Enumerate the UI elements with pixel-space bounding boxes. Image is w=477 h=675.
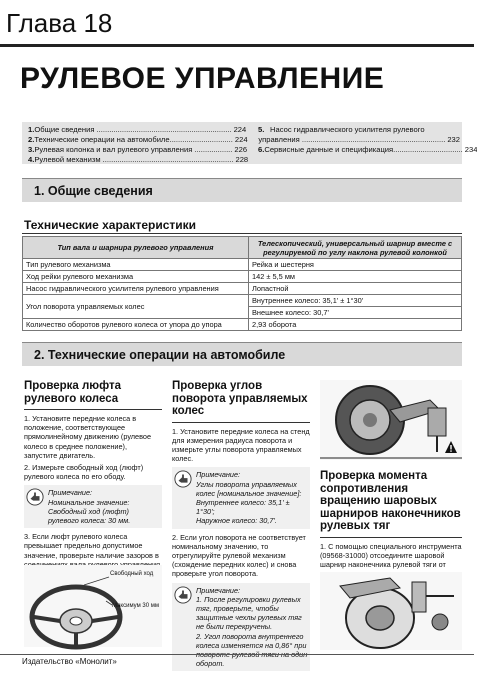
specs-table xyxy=(22,236,462,331)
toc-item[interactable]: 3. Рулевая колонка и вал рулевого управления .................. 226 xyxy=(28,145,248,154)
column-ball-joint xyxy=(320,470,462,581)
column-steering-play xyxy=(24,380,162,581)
hand-pointer-icon xyxy=(174,470,192,488)
table-cell: Лопастной xyxy=(249,283,462,295)
toc-item[interactable]: 1. Общие сведения ................................................................ 224 xyxy=(28,125,247,134)
table-cell: Внутреннее колесо: 35,1' ± 1°30' xyxy=(249,295,462,307)
table-cell: Насос гидравлического усилителя рулевого управления xyxy=(23,283,249,295)
toc-item[interactable]: 2. Технические операции на автомобиле.............................. 224 xyxy=(28,135,248,144)
toc-item[interactable]: 4. Рулевой механизм .............................................................. 228 xyxy=(28,155,249,164)
section-general xyxy=(22,178,462,202)
wheel-angles-heading: Проверка углов поворота управляемых колес xyxy=(172,380,308,417)
page-title: РУЛЕВОЕ УПРАВЛЕНИЕ xyxy=(20,62,385,95)
steering-knuckle-icon xyxy=(320,572,462,650)
paragraph: 1. Установите передние колеса в положение, соответствующее прямолинейному движению (рулевое колесо в среднее положение), запустите двигатель. xyxy=(24,414,152,460)
heading-rule xyxy=(320,537,462,538)
paragraph: 2. Если угол поворота не соответствует номинальному значению, то отрегулируйте рулевой механизм (схождение передних колес) и снова проверьте угол поворота. xyxy=(172,532,306,579)
table-row xyxy=(23,259,462,271)
section-general-title: 1. Общие сведения xyxy=(34,184,153,198)
chapter-header xyxy=(0,0,474,44)
paragraph: 1. Установите передние колеса на стенд для измерения радиуса поворота и измерьте углы поворота управляемых колес. xyxy=(172,426,310,464)
ball-joint-figure xyxy=(320,380,462,460)
section-operations xyxy=(22,342,462,366)
note-text: 1. После регулировки рулевых тяг, проверьте, чтобы защитные чехлы рулевых тяг не были перекручены. xyxy=(196,594,302,632)
table-cell: Количество оборотов рулевого колеса от упора до упора xyxy=(23,319,249,331)
publisher: Издательство «Монолит» xyxy=(22,657,117,666)
note-text: Углы поворота управляемых колес [номинальное значение]: xyxy=(196,479,302,498)
knuckle-figure xyxy=(320,572,462,650)
ball-joint-heading: Проверка момента сопротивления вращению шаровых шарниров наконечников рулевых тяг xyxy=(320,470,461,532)
steering-wheel-figure xyxy=(24,565,162,647)
table-row xyxy=(23,283,462,295)
page-footer xyxy=(0,654,474,670)
table-cell: 2,93 оборота xyxy=(249,319,462,331)
toc-item[interactable]: 6. Сервисные данные и спецификация................................. 234 xyxy=(258,145,477,154)
paragraph: 3. Если люфт рулевого колеса превышает предельно допустимое значение, проверьте наличие зазоров в xyxy=(24,532,159,560)
section-operations-title: 2. Технические операции на автомобиле xyxy=(34,348,286,362)
table-row xyxy=(23,319,462,331)
note-box xyxy=(172,467,310,528)
figure-label: Максимум 30 мм xyxy=(112,603,159,609)
paragraph: 1. С помощью специального инструмента (09568-31000) отсоедините шаровой шарнир наконечника рулевой тяги от xyxy=(320,541,462,569)
note-text: Внутреннее колесо: 35,1' ± 1°30'; xyxy=(196,497,290,517)
column-wheel-angles xyxy=(172,380,310,675)
table-cell: Внешнее колесо: 30,7' xyxy=(249,307,462,319)
steering-play-heading: Проверка люфта рулевого колеса xyxy=(24,380,122,405)
paragraph: 2. Измерьте свободный ход (люфт) рулевого колеса по его ободу. xyxy=(24,463,144,482)
toc-item[interactable]: 5. Насос гидравлического усилителя рулевого xyxy=(258,125,425,134)
chapter-rule xyxy=(0,44,474,47)
note-title: Примечание: xyxy=(48,488,93,498)
specs-heading: Технические характеристики xyxy=(24,218,197,232)
table-cell: Угол поворота управляемых колес xyxy=(23,295,249,319)
chapter-label: Глава 18 xyxy=(6,8,113,38)
table-cell: Ход рейки рулевого механизма xyxy=(23,271,249,283)
hand-pointer-icon xyxy=(174,586,192,604)
table-row xyxy=(23,271,462,283)
note-box xyxy=(24,485,162,528)
note-text: 2. Угол поворота внутреннего колеса изменяется на 0,86° при повороте рулевой тяги на один оборот. xyxy=(196,631,308,669)
specs-rule xyxy=(22,233,462,234)
table-header-row xyxy=(23,237,462,259)
wheel-tool-icon xyxy=(320,380,462,460)
table-header-cell: Телескопический, универсальный шарнир вместе с регулируемой по углу наклона рулевой колонкой xyxy=(249,237,462,259)
note-text: Свободный ход (люфт) рулевого колеса: 30 мм. xyxy=(48,506,131,526)
note-title: Примечание: xyxy=(196,470,241,480)
figure-label: Свободный ход xyxy=(110,571,154,577)
table-of-contents xyxy=(22,122,477,164)
heading-rule xyxy=(24,409,162,410)
toc-column-right xyxy=(258,125,477,155)
table-cell: 142 ± 5,5 мм xyxy=(249,271,462,283)
hand-pointer-icon xyxy=(26,488,44,506)
warning-badge-icon xyxy=(444,440,458,454)
table-header-cell: Тип вала и шарнира рулевого управления xyxy=(23,237,249,259)
table-cell: Тип рулевого механизма xyxy=(23,259,249,271)
note-text: Номинальное значение: xyxy=(48,497,130,507)
heading-rule xyxy=(172,422,310,423)
toc-column-left xyxy=(28,125,249,165)
table-cell: Рейка и шестерня xyxy=(249,259,462,271)
note-title: Примечание: xyxy=(196,585,241,595)
note-text: Наружное колесо: 30,7'. xyxy=(196,516,277,526)
toc-item[interactable]: управления .................................................................... 232 xyxy=(258,135,460,144)
table-row xyxy=(23,295,462,307)
